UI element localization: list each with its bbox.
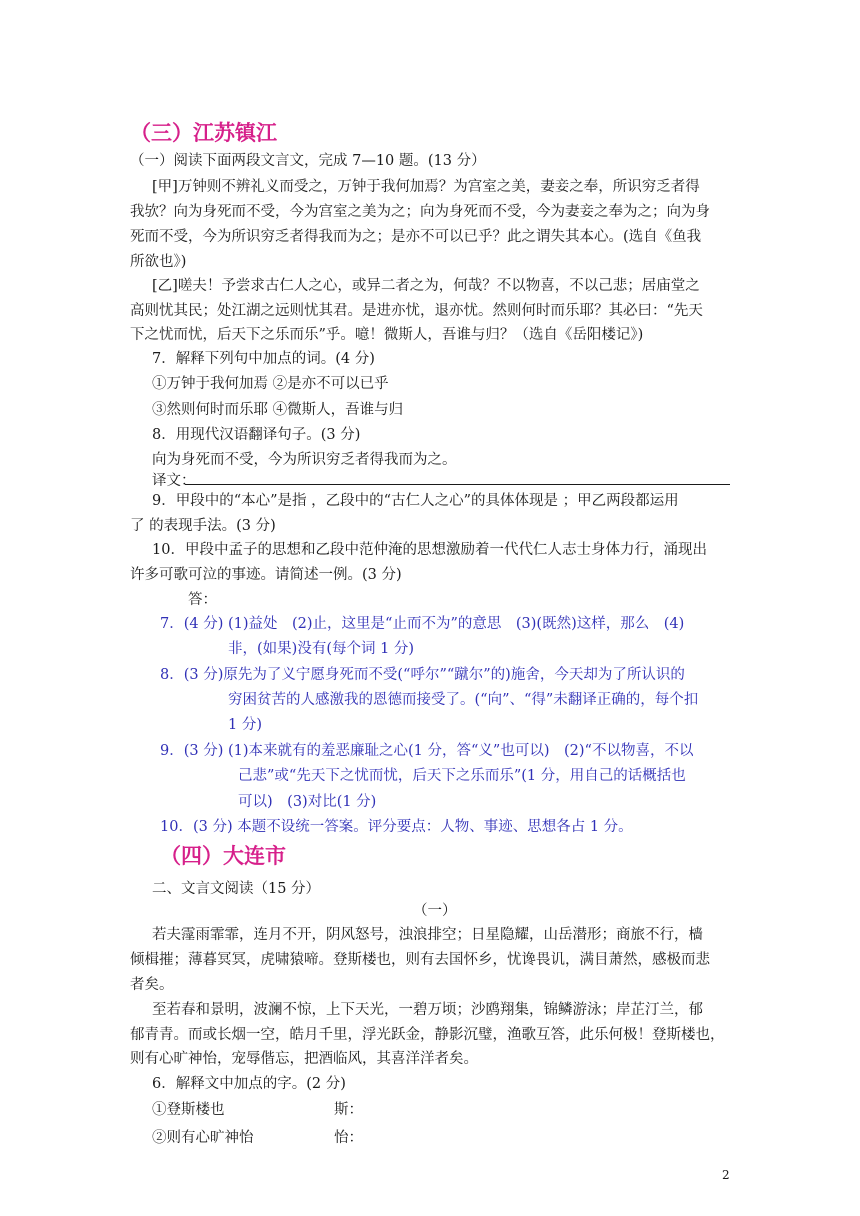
- question-6: 6．解释文中加点的字。(2 分): [152, 1076, 346, 1092]
- answer-8-line-3: 1 分): [228, 717, 262, 733]
- question-6-item-1: ①登斯楼也: [152, 1102, 225, 1118]
- answer-8-line-1: 8．(3 分)原先为了义宁愿身死而不受(“呼尔”“蹴尔”的)施舍，今天却为了所认识的: [160, 667, 685, 683]
- jia-line-4: 所欲也》): [130, 254, 187, 270]
- question-7-items-a: ①万钟于我何加焉 ②是亦不可以已乎: [152, 376, 389, 392]
- section-heading-dalian: （四）大连市: [160, 844, 286, 868]
- page-number: 2: [722, 1168, 730, 1182]
- question-7-items-b: ③然则何时而乐耶 ④微斯人，吾谁与归: [152, 402, 404, 418]
- passage-2-line-3: 则有心旷神怡，宠辱偕忘，把酒临风，其喜洋洋者矣。: [130, 1051, 478, 1067]
- passage-1-line-3: 者矣。: [130, 977, 174, 993]
- yi-line-2: 高则忧其民；处江湖之远则忧其君。是进亦忧，退亦忧。然则何时而乐耶？其必曰：“先天: [130, 303, 703, 319]
- question-9-line-2: 了 的表现手法。(3 分): [130, 518, 276, 534]
- answer-9-line-2: 己悲”或“先天下之忧而忧，后天下之乐而乐”(1 分，用自己的话概括也: [238, 768, 686, 784]
- passage-1-line-2: 倾楫摧；薄暮冥冥，虎啸猿啼。登斯楼也，则有去国怀乡，忧谗畏讥，满目萧然，感极而悲: [130, 952, 710, 968]
- jia-line-3: 死而不受，今为所识穷乏者得我而为之；是亦不可以已乎？此之谓失其本心。(选自《鱼我: [130, 229, 702, 245]
- yi-line-3: 下之忧而忧，后天下之乐而乐”乎。噫！微斯人，吾谁与归？（选自《岳阳楼记》): [130, 327, 644, 343]
- passage-2-line-2: 郁青青。而或长烟一空，皓月千里，浮光跃金，静影沉璧，渔歌互答，此乐何极！登斯楼也，: [130, 1027, 725, 1043]
- answer-blank-line: [185, 484, 730, 485]
- yi-line-1: [乙]嗟夫！予尝求古仁人之心，或异二者之为，何哉？不以物喜，不以己悲；居庙堂之: [152, 278, 700, 294]
- question-10-line-1: 10．甲段中孟子的思想和乙段中范仲淹的思想激励着一代代仁人志士身体力行，涌现出: [152, 542, 707, 558]
- question-6-item-2: ②则有心旷神怡: [152, 1130, 254, 1146]
- passage-2-line-1: 至若春和景明，波澜不惊，上下天光，一碧万顷；沙鸥翔集，锦鳞游泳；岸芷汀兰，郁: [152, 1002, 703, 1018]
- question-8: 8．用现代汉语翻译句子。(3 分): [152, 427, 361, 443]
- answer-7-line-2: 非，(如果)没有(每个词 1 分): [228, 641, 415, 657]
- question-9-line-1: 9．甲段中的“本心”是指 ，乙段中的“古仁人之心”的具体体现是 ；甲乙两段都运用: [152, 493, 679, 509]
- answer-label: 答：: [188, 592, 217, 608]
- question-8-sentence: 向为身死而不受，今为所识穷乏者得我而为之。: [152, 452, 457, 468]
- jia-line-1: [甲]万钟则不辨礼义而受之，万钟于我何加焉？为宫室之美，妻妾之奉，所识穷乏者得: [152, 179, 700, 195]
- answer-9-line-3: 可以) (3)对比(1 分): [238, 794, 377, 810]
- question-8-answer-label: 译文：: [152, 473, 196, 489]
- question-6-item-2-key: 怡：: [334, 1130, 363, 1146]
- section3-intro: （一）阅读下面两段文言文，完成 7—10 题。(13 分）: [130, 153, 486, 169]
- answer-7-line-1: 7．(4 分) (1)益处 (2)止，这里是“止而不为”的意思 (3)(既然)这样，那么 (4): [160, 616, 685, 632]
- question-6-item-1-key: 斯：: [334, 1102, 363, 1118]
- section4-intro: 二、文言文阅读（15 分）: [152, 881, 321, 897]
- answer-8-line-2: 穷困贫苦的人感激我的恩德而接受了。(“向”、“得”未翻译正确的，每个扣: [228, 692, 699, 708]
- answer-10: 10．(3 分) 本题不设统一答案。评分要点：人物、事迹、思想各占 1 分。: [160, 819, 633, 835]
- answer-9-line-1: 9．(3 分) (1)本来就有的羞恶廉耻之心(1 分，答“义”也可以) (2)“不以物喜，不以: [160, 743, 694, 759]
- jia-line-2: 我欤？向为身死而不受，今为宫室之美为之；向为身死而不受，今为妻妾之奉为之；向为身: [130, 204, 710, 220]
- question-10-line-2: 许多可歌可泣的事迹。请简述一例。(3 分): [130, 567, 402, 583]
- section4-sub-label: （一）: [413, 903, 457, 919]
- passage-1-line-1: 若夫霪雨霏霏，连月不开，阴风怒号，浊浪排空；日星隐耀，山岳潜形；商旅不行，樯: [152, 927, 703, 943]
- section-heading-zhenjiang: （三）江苏镇江: [130, 121, 277, 145]
- question-7: 7．解释下列句中加点的词。(4 分): [152, 351, 375, 367]
